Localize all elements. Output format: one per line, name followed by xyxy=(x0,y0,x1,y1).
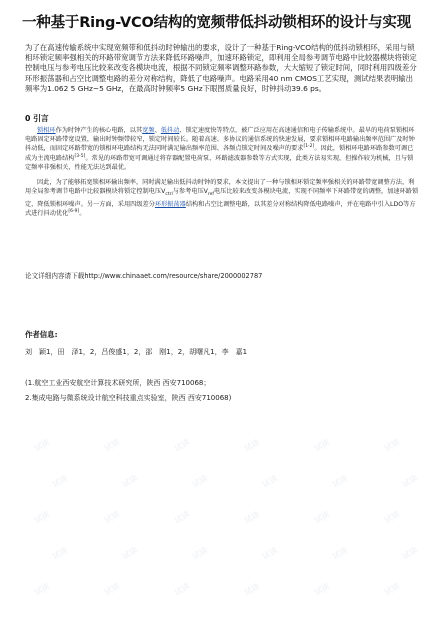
subscript: ref xyxy=(207,192,214,198)
watermark-text: 试读 xyxy=(260,473,280,490)
watermark-text: 试读 xyxy=(382,437,402,454)
watermark-text: 试读 xyxy=(312,509,332,526)
citation: [6-9] xyxy=(68,208,80,214)
authors-heading: 作者信息: xyxy=(25,330,58,339)
text: 与参考电压V xyxy=(172,188,208,196)
watermark-text: 试读 xyxy=(32,509,52,526)
citation: [1-2] xyxy=(303,144,315,150)
link-ring-oscillator[interactable]: 环形振荡器 xyxy=(154,200,186,208)
watermark-text: 试读 xyxy=(242,581,262,598)
text: 。因此，锁相环电路环路参数可调已成为主流电路结构 xyxy=(25,145,414,162)
affiliation-1: (1.航空工业西安航空计算技术研究所，陕西 西安710068； xyxy=(25,379,211,387)
link-wideband[interactable]: 宽频 xyxy=(142,127,155,134)
watermark-text: 试读 xyxy=(172,581,192,598)
text: 、 xyxy=(154,127,161,134)
watermark-text: 试读 xyxy=(102,509,122,526)
intro-paragraph-1 xyxy=(25,126,419,172)
intro-paragraph-2 xyxy=(25,178,419,218)
watermark-text: 试读 xyxy=(330,545,350,562)
text: 因此，为了能够拓宽锁相环输出频率，同时满足输出低抖动时钟的要求，本文提出了一种与锁相环锁定频率强相关的环路带宽调整方法，利用全局参考调节电路中比较器模块将锁定控制电压V xyxy=(25,179,415,196)
link-pll[interactable]: 锁相环 xyxy=(37,127,56,134)
watermark-text: 试读 xyxy=(400,473,420,490)
watermark-text: 试读 xyxy=(120,473,140,490)
download-line xyxy=(25,270,419,280)
watermark-text: 试读 xyxy=(312,581,332,598)
author-list: 刘 颖1，田 泽1，2，吕俊盛1，2，邵 刚1，2，胡曙凡1，李 嘉1 xyxy=(25,348,248,356)
paper-title: 一种基于Ring-VCO结构的宽频带低抖动锁相环的设计与实现 xyxy=(22,15,411,31)
download-label: 论文详细内容请下载 xyxy=(25,272,85,280)
watermark-text: 试读 xyxy=(172,437,192,454)
affiliation-2: 2.集成电路与微系统设计航空科技重点实验室，陕西 西安710068) xyxy=(25,394,232,402)
text: 。 xyxy=(79,209,86,217)
subscript: ctrl xyxy=(165,192,173,198)
link-low-jitter[interactable]: 低抖动 xyxy=(160,127,180,134)
watermark-text: 试读 xyxy=(32,437,52,454)
watermark-text: 试读 xyxy=(242,509,262,526)
text: 。常见的环路带宽可调通过将存器配置电荷泵、环路滤波器参数等方式实现，此类方法易实现，但操作较为机械，且与锁定频率非强相关，性能无法达到最优。 xyxy=(25,154,414,171)
watermark-text: 试读 xyxy=(260,545,280,562)
watermark-text: 试读 xyxy=(102,581,122,598)
text: 电压比较来改变各模块电流，实现不同频率下环路带宽的调整，加速环路锁定，降低锁相环噪声。另一方面，采用四级差分 xyxy=(25,188,419,208)
watermark-text: 试读 xyxy=(190,473,210,490)
watermark-text: 试读 xyxy=(32,581,52,598)
text: 作为时钟产生的核心电路，以其 xyxy=(55,127,143,134)
watermark-text: 试读 xyxy=(312,437,332,454)
abstract: 为了在高速传输系统中实现宽频带和低抖动时钟输出的要求，设计了一种基于Ring-VCO结构的低抖动锁相环，采用与锁相环锁定频率强相关的环路带宽调节方法来降低环路噪声，加速环路锁定，即利用全局参考调节电路中比较器模块将锁定控制电压与参考电压比较来改变各模块电流，根据不同锁定频率调整环路参数，大大缩短了锁定时间，同时利用四级差分环形振荡器和占空比调整电路的差分对称结构，降低了电路噪声。电路采用40 nm CMOS工艺实现，测试结果表明输出频率为1.062 5 GHz~5 GHz，在最高时钟频率5 GHz下眼图质量良好，时钟抖动39.6 ps。 xyxy=(25,43,417,93)
watermark-text: 试读 xyxy=(400,545,420,562)
section-heading-intro: 0 引言 xyxy=(25,114,49,123)
watermark-text: 试读 xyxy=(330,473,350,490)
watermark-text: 试读 xyxy=(102,437,122,454)
text: 、锁定速度快等特点，被广泛应用在高速通信和电子传输系统中。最早的电荷泵锁相环电路固定环路带宽设置，输出时钟频带较窄，锁定时间较长。随着高速、多协议的通信系统的快速发展，要求锁相环电路输出频率范围广及时钟抖动低，而固定环路带宽的锁相环电路结构无法同时满足输出频率范围、各频点锁定时间及噪声的要求 xyxy=(25,127,415,153)
watermark-text: 试读 xyxy=(382,509,402,526)
watermark-text: 试读 xyxy=(172,509,192,526)
watermark-text: 试读 xyxy=(190,545,210,562)
download-link[interactable]: http://www.chinaaet.com/resource/share/2000002787 xyxy=(84,272,263,280)
watermark-text: 试读 xyxy=(50,473,70,490)
watermark-text: 试读 xyxy=(242,437,262,454)
watermark-text: 试读 xyxy=(120,545,140,562)
text: 结构和占空比调整电路，以其差分对称结构降低电路噪声，并在电路中引入LDO等方式进行抖动优化 xyxy=(25,200,416,217)
watermark-text: 试读 xyxy=(382,581,402,598)
watermark-text: 试读 xyxy=(50,545,70,562)
citation: [3-5] xyxy=(74,153,86,159)
